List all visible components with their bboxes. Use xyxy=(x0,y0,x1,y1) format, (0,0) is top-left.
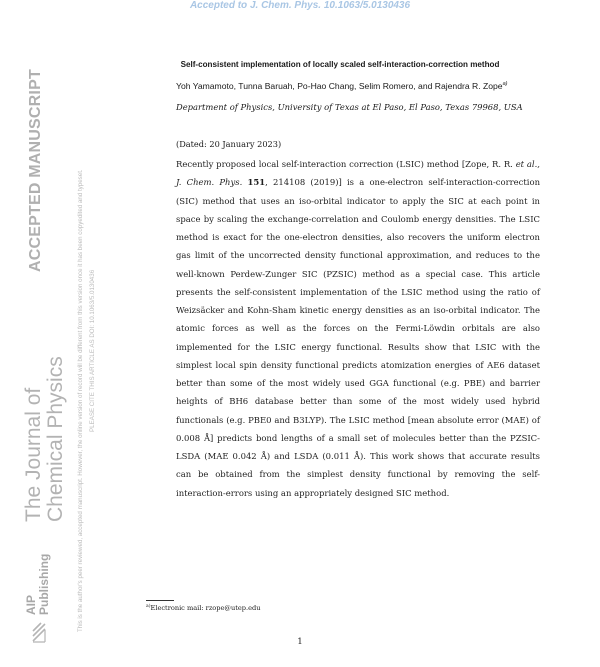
disclaimer-text: This is the author's peer reviewed, accepted manuscript. However, the online version of record will be different from this version once it has been copyedited and typeset. xyxy=(77,169,84,632)
author-names: Yoh Yamamoto, Tunna Baruah, Po-Hao Chang, Selim Romero, and Rajendra R. Zope xyxy=(176,81,503,91)
affiliation: Department of Physics, University of Texas at El Paso, El Paso, Texas 79968, USA xyxy=(176,102,523,112)
footnote-divider xyxy=(146,600,174,601)
journal-sidebar xyxy=(0,0,110,667)
journal-banner: Accepted to J. Chem. Phys. 10.1063/5.0130436 xyxy=(189,0,411,11)
abstract-citation-volume: 151 xyxy=(247,177,266,188)
footnote xyxy=(146,604,260,612)
abstract-body: , 214108 (2019)] is a one-electron self-interaction-correction (SIC) method that uses an iso-orbital indicator to apply the SIC at each point in space by scaling the exchange-correlation and Coulomb energy densities. The LSIC method is exact for the one-electron densities, also recovers the uniform electron gas limit of the uncorrected density functional approximation, and reduces to the well-known Perdew-Zunger SIC (PZSIC) method as a special case. This article presents the self-consistent implementation of the LSIC method using the ratio of Weizsäcker and Kohn-Sham kinetic energy densities as an iso-orbital indicator. The atomic forces as well as the forces on the Fermi-Löwdin orbitals are also implemented for the LSIC energy functional. Results show that LSIC with the simplest local spin density functional predicts atomization energies of AE6 dataset better than some of the most widely used GGA functional (e.g. PBE) and barrier heights of BH6 database better than some of the most widely used hybrid functionals (e.g. PBE0 and B3LYP). The LSIC method [mean absolute error (MAE) of 0.008 Å] predicts bond lengths of a small set of molecules better than the PZSIC-LSDA (MAE 0.042 Å) and LSDA (0.011 Å). This work shows that accurate results can be obtained from the simplest density functional by removing the self-interaction-errors using an appropriately designed SIC method. xyxy=(176,177,541,498)
journal-name-line1: The Journal of xyxy=(22,387,45,522)
abstract xyxy=(176,155,540,502)
footnote-mark: a) xyxy=(146,604,151,609)
accepted-manuscript-label: ACCEPTED MANUSCRIPT xyxy=(27,69,44,272)
author-footnote-mark[interactable]: a) xyxy=(502,81,508,88)
paper-title: Self-consistent implementation of locally scaled self-interaction-correction method xyxy=(180,60,500,69)
abstract-intro: Recently proposed local self-interaction correction (LSIC) method [Zope, R. R. xyxy=(176,159,516,169)
aip-logo-icon xyxy=(31,621,47,643)
abstract-citation-authors: et al., J. Chem. Phys. xyxy=(176,159,540,188)
date-line: (Dated: 20 January 2023) xyxy=(176,139,282,149)
author-list xyxy=(176,81,507,91)
cite-doi-link[interactable]: 10.1063/5.0130436 xyxy=(89,269,96,324)
publisher-name-line2: Publishing xyxy=(37,553,51,615)
cite-doi-text xyxy=(89,270,96,432)
journal-name xyxy=(23,356,67,522)
page-number: 1 xyxy=(297,637,303,647)
publisher-name xyxy=(25,554,51,615)
cite-prefix: PLEASE CITE THIS ARTICLE AS DOI: xyxy=(89,324,96,432)
publisher-name-line1: AIP xyxy=(24,594,38,615)
footnote-email[interactable]: Electronic mail: rzope@utep.edu xyxy=(150,604,261,613)
journal-name-line2: Chemical Physics xyxy=(44,356,67,522)
